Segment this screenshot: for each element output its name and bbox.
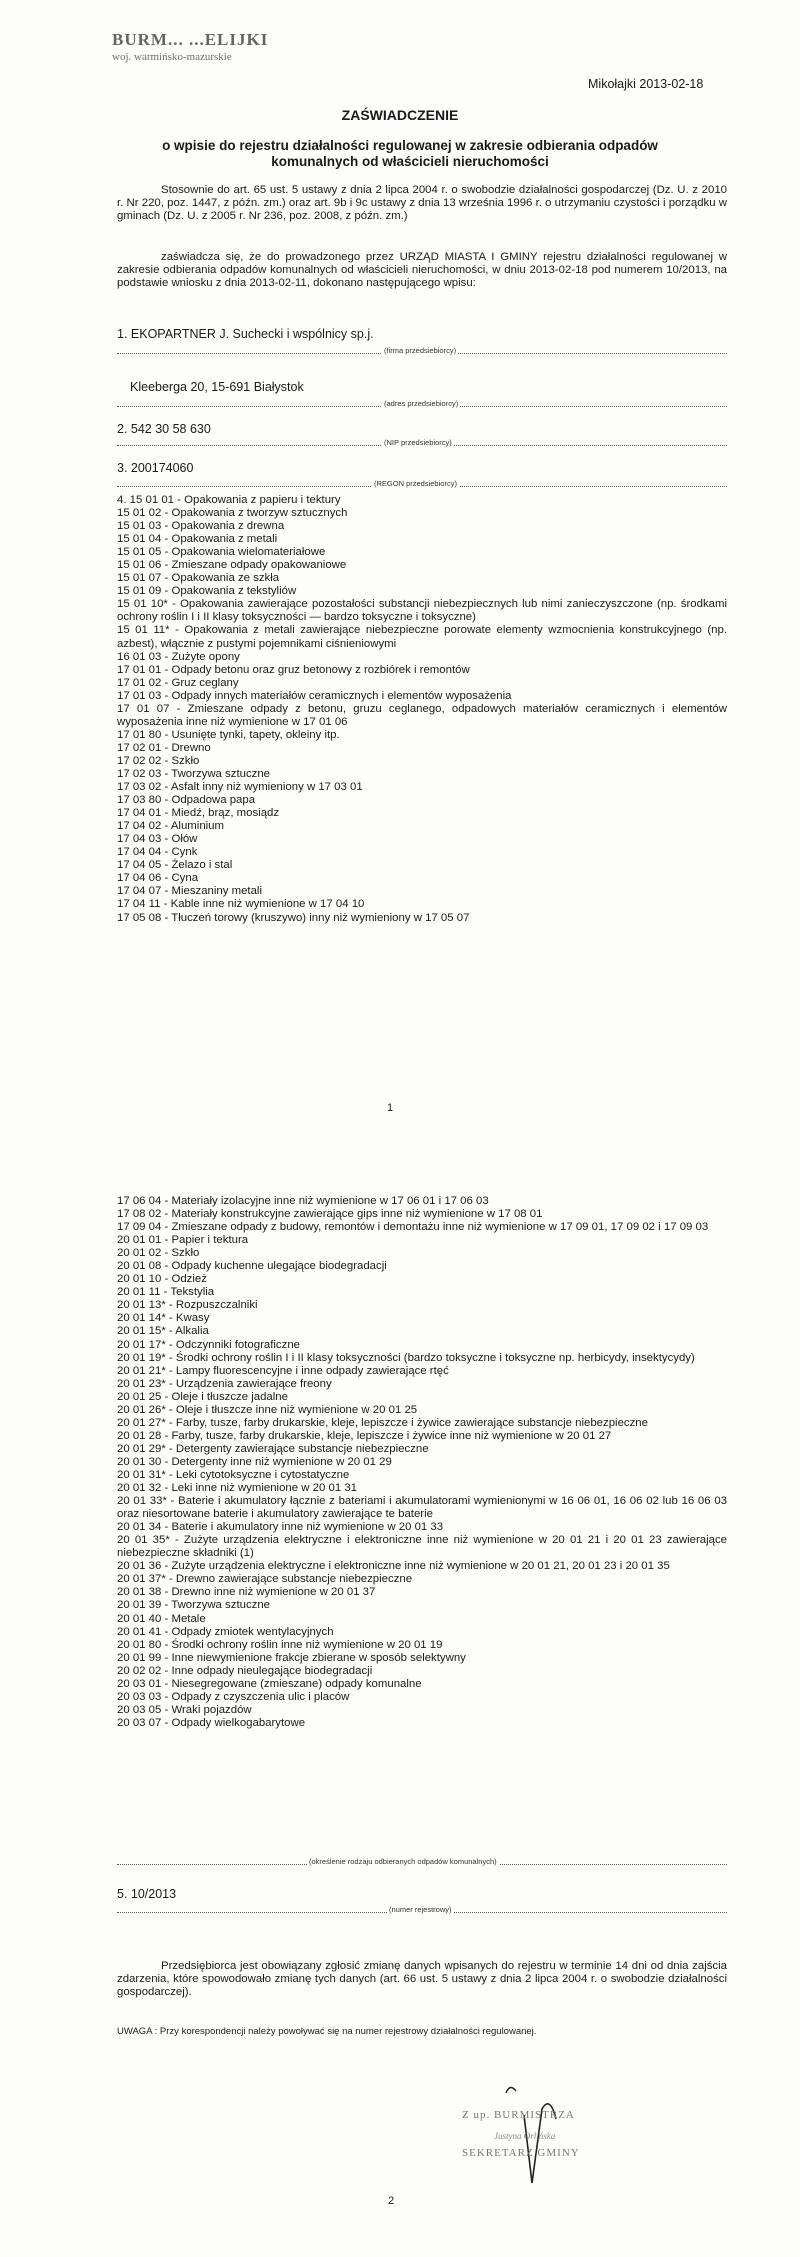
waste-item: 15 01 10* - Opakowania zawierające pozostałości substancji niebezpiecznych lub nimi zanieczyszczone (np. środkami ochrony roślin I i II klasy toksyczności — bardzo toksyczne i toksyczne)	[117, 598, 727, 624]
legal-basis-paragraph: Stosownie do art. 65 ust. 5 ustawy z dnia 2 lipca 2004 r. o swobodzie działalności gospodarczej (Dz. U. z 2010 r. Nr 220, poz. 1447, z późn. zm.) oraz art. 9b i 9c ustawy z dnia 13 września 1996 r. o utrzymaniu czystości i porządku w gminach (Dz. U. z 2005 r. Nr 236, poz. 2008, z późn. zm.)	[117, 184, 727, 223]
waste-item: 20 01 37* - Drewno zawierające substancje niebezpieczne	[117, 1573, 413, 1586]
office-stamp	[112, 30, 268, 63]
waste-item: 20 01 14* - Kwasy	[117, 1312, 210, 1325]
stamp-line-2: woj. warmińsko-mazurskie	[112, 51, 232, 63]
waste-item: 20 01 41 - Odpady zmiotek wentylacyjnych	[117, 1625, 334, 1638]
waste-item: 20 01 38 - Drewno inne niż wymienione w 20 01 37	[117, 1586, 376, 1599]
firm-name: 1. EKOPARTNER J. Suchecki i wspólnicy sp.j.	[117, 327, 374, 341]
waste-item: 17 05 08 - Tłuczeń torowy (kruszywo) inny niż wymieniony w 17 05 07	[117, 911, 470, 924]
regon-caption: (REGON przedsiebiorcy)	[374, 479, 457, 488]
waste-item: 17 04 06 - Cyna	[117, 872, 199, 885]
certification-paragraph: zaświadcza się, że do prowadzonego przez URZĄD MIASTA I GMINY rejestru działalności regulowanej w zakresie odbierania odpadów komunalnych od właścicieli nieruchomości, w dniu 2013-02-18 pod numerem 10/2013, na podstawie wniosku z dnia 2013-02-11, dokonano następującego wpisu:	[117, 251, 727, 290]
waste-item: 20 01 34 - Baterie i akumulatory inne niż wymienione w 20 01 33	[117, 1521, 444, 1534]
waste-item: 4. 15 01 01 - Opakowania z papieru i tektury	[117, 494, 341, 506]
waste-item: 20 01 99 - Inne niewymienione frakcje zbierane w sposób selektywny	[117, 1651, 466, 1664]
nip-caption: (NIP przedsiebiorcy)	[384, 438, 452, 447]
signature-stamp	[446, 2075, 646, 2185]
waste-item: 20 01 39 - Tworzywa sztuczne	[117, 1599, 271, 1612]
handwritten-signature	[446, 2075, 646, 2185]
waste-item: 17 01 80 - Usunięte tynki, tapety, okleiny itp.	[117, 728, 340, 741]
firm-regon: 3. 200174060	[117, 461, 194, 475]
waste-item: 17 02 02 - Szkło	[117, 754, 200, 767]
waste-item: 20 01 26* - Oleje i tłuszcze inne niż wymienione w 20 01 25	[117, 1403, 418, 1416]
document-subtitle: o wpisie do rejestru działalności regulowanej w zakresie odbierania odpadów komunalnych od właścicieli nieruchomości	[162, 138, 658, 169]
waste-item: 15 01 03 - Opakowania z drewna	[117, 520, 285, 533]
waste-item: 20 01 01 - Papier i tektura	[117, 1234, 249, 1247]
waste-item: 20 01 40 - Metale	[117, 1612, 206, 1625]
waste-item: 17 04 02 - Aluminium	[117, 820, 225, 833]
waste-item: 17 03 02 - Asfalt inny niż wymieniony w 17 03 01	[117, 781, 363, 794]
address-caption: (adres przedsiebiorcy)	[384, 399, 459, 408]
notice-paragraph: Przedsiębiorca jest obowiązany zgłosić zmianę danych wpisanych do rejestru w terminie 14 dni od dnia zajścia zdarzenia, które spowodowało zmianę tych danych (art. 66 ust. 5 ustawy z dnia 2 lipca 2004 r. o swobodzie działalności gospodarczej).	[117, 1960, 727, 1999]
regon-caption-line	[117, 478, 727, 492]
waste-item: 17 04 11 - Kable inne niż wymienione w 17 04 10	[117, 898, 365, 911]
page-number-2: 2	[388, 2195, 395, 2207]
stamp-line-1: BURM... ...ELIJKI	[112, 30, 269, 49]
waste-item: 20 01 33* - Baterie i akumulatory łącznie z bateriami i akumulatorami wymienionymi w 16 06 01, 16 06 02 lub 16 06 03 oraz niesortowane baterie i akumulatory zawierające te baterie	[117, 1495, 727, 1521]
nip-caption-line	[117, 437, 727, 451]
document-page-2	[0, 1150, 800, 2257]
firm-address: Kleeberga 20, 15-691 Białystok	[130, 380, 304, 394]
waste-item: 15 01 09 - Opakowania z tekstyliów	[117, 585, 297, 598]
waste-item: 20 03 07 - Odpady wielkogabarytowe	[117, 1716, 306, 1729]
waste-item: 20 01 36 - Zużyte urządzenia elektryczne i elektroniczne inne niż wymienione w 20 01 21, 20 01 23 i 20 01 35	[117, 1560, 670, 1573]
waste-item: 20 01 11 - Tekstylia	[117, 1286, 215, 1299]
waste-list-page-2	[117, 1195, 727, 1730]
waste-item: 17 01 02 - Gruz ceglany	[117, 676, 239, 689]
waste-item: 20 01 27* - Farby, tusze, farby drukarskie, kleje, lepiszcze i żywice zawierające substancje niebezpieczne	[117, 1416, 648, 1429]
waste-item: 17 04 05 - Żelazo i stal	[117, 859, 233, 872]
waste-item: 15 01 07 - Opakowania ze szkła	[117, 572, 280, 585]
waste-item: 20 01 13* - Rozpuszczalniki	[117, 1299, 258, 1312]
waste-caption-line	[117, 1856, 727, 1870]
register-number: 5. 10/2013	[117, 1887, 177, 1901]
waste-item: 20 01 28 - Farby, tusze, farby drukarskie, kleje, lepiszcze i żywice inne niż wymienione w 20 01 27	[117, 1429, 612, 1442]
waste-item: 20 01 25 - Oleje i tłuszcze jadalne	[117, 1390, 288, 1403]
waste-item: 17 01 03 - Odpady innych materiałów ceramicznych i elementów wyposażenia	[117, 689, 512, 702]
address-caption-line	[117, 398, 727, 412]
waste-item: 20 01 02 - Szkło	[117, 1247, 200, 1260]
waste-item: 20 01 80 - Środki ochrony roślin inne niż wymienione w 20 01 19	[117, 1638, 443, 1651]
waste-item: 17 08 02 - Materiały konstrukcyjne zawierające gips inne niż wymienione w 17 08 01	[117, 1208, 543, 1221]
waste-item: 20 01 15* - Alkalia	[117, 1325, 209, 1338]
uwaga-note: UWAGA : Przy korespondencji należy powoływać się na numer rejestrowy działalności regulowanej.	[117, 2026, 537, 2037]
waste-item: 15 01 04 - Opakowania z metali	[117, 533, 278, 546]
waste-item: 17 04 04 - Cynk	[117, 846, 198, 859]
waste-item: 20 01 08 - Odpady kuchenne ulegające biodegradacji	[117, 1260, 387, 1273]
waste-item: 20 02 02 - Inne odpady nieulegające biodegradacji	[117, 1664, 373, 1677]
waste-item: 20 01 19* - Środki ochrony roślin I i II klasy toksyczności (bardzo toksyczne i toksyczne np. herbicydy, insektycydy)	[117, 1351, 695, 1364]
waste-item: 20 01 32 - Leki inne niż wymienione w 20 01 31	[117, 1482, 357, 1495]
waste-item: 15 01 05 - Opakowania wielomateriałowe	[117, 546, 326, 559]
waste-item: 20 01 17* - Odczynniki fotograficzne	[117, 1338, 300, 1351]
waste-item: 17 04 03 - Ołów	[117, 833, 198, 846]
waste-item: 17 06 04 - Materiały izolacyjne inne niż wymienione w 17 06 01 i 17 06 03	[117, 1195, 489, 1207]
waste-item: 20 03 03 - Odpady z czyszczenia ulic i placów	[117, 1690, 350, 1703]
waste-item: 20 01 31* - Leki cytotoksyczne i cytostatyczne	[117, 1468, 350, 1481]
waste-item: 15 01 06 - Zmieszane odpady opakowaniowe	[117, 559, 347, 572]
waste-item: 20 01 23* - Urządzenia zawierające freony	[117, 1377, 332, 1390]
register-caption: (numer rejestrowy)	[389, 1905, 452, 1914]
waste-item: 20 03 01 - Niesegregowane (zmieszane) odpady komunalne	[117, 1677, 422, 1690]
stamp-line-name: Justyna Orlińska	[494, 2131, 556, 2141]
waste-item: 20 01 35* - Zużyte urządzenia elektryczne i elektroniczne inne niż wymienione w 20 01 21 i 20 01 23 zawierające niebezpieczne składniki (1)	[117, 1534, 727, 1560]
register-caption-line	[117, 1904, 727, 1918]
waste-item: 15 01 11* - Opakowania z metali zawierające niebezpieczne porowate elementy wzmocnienia konstrukcyjnego (np. azbest), włącznie z pustymi pojemnikami ciśnieniowymi	[117, 624, 727, 650]
waste-item: 17 01 01 - Odpady betonu oraz gruz betonowy z rozbiórek i remontów	[117, 663, 470, 676]
document-title: ZAŚWIADCZENIE	[341, 107, 459, 123]
waste-item: 17 02 03 - Tworzywa sztuczne	[117, 767, 271, 780]
waste-item: 17 04 01 - Miedź, brąz, mosiądz	[117, 807, 280, 820]
waste-item: 16 01 03 - Zużyte opony	[117, 650, 240, 663]
waste-item: 20 01 21* - Lampy fluorescencyjne i inne odpady zawierające rtęć	[117, 1364, 449, 1377]
waste-item: 20 03 05 - Wraki pojazdów	[117, 1703, 252, 1716]
waste-item: 17 04 07 - Mieszaniny metali	[117, 885, 262, 898]
waste-item: 20 01 29* - Detergenty zawierające substancje niebezpieczne	[117, 1442, 429, 1455]
waste-item: 15 01 02 - Opakowania z tworzyw sztucznych	[117, 507, 348, 520]
waste-item: 17 09 04 - Zmieszane odpady z budowy, remontów i demontażu inne niż wymienione w 17 09 01, 17 09 02 i 17 09 03	[117, 1221, 709, 1234]
firm-nip: 2. 542 30 58 630	[117, 422, 211, 436]
place-date: Mikołajki 2013-02-18	[588, 77, 704, 91]
waste-item: 17 03 80 - Odpadowa papa	[117, 794, 256, 807]
page-number-1: 1	[387, 1102, 394, 1114]
stamp-line-sekretarz: SEKRETARZ GMINY	[462, 2147, 580, 2159]
waste-item: 17 01 07 - Zmieszane odpady z betonu, gruzu ceglanego, odpadowych materiałów ceramicznych i elementów wyposażenia inne niż wymienione w 17 01 06	[117, 702, 727, 728]
waste-list-page-1	[117, 494, 727, 925]
waste-item: 20 01 10 - Odzież	[117, 1273, 207, 1286]
waste-caption: (określenie rodzaju odbieranych odpadów komunalnych)	[309, 1857, 497, 1866]
waste-item: 20 01 30 - Detergenty inne niż wymienione w 20 01 29	[117, 1455, 392, 1468]
firm-caption: (firma przedsiebiorcy)	[384, 346, 457, 355]
stamp-line-z-up: Z up. BURMISTRZA	[462, 2109, 575, 2121]
firm-caption-line	[117, 345, 727, 359]
waste-item: 17 02 01 - Drewno	[117, 741, 211, 754]
